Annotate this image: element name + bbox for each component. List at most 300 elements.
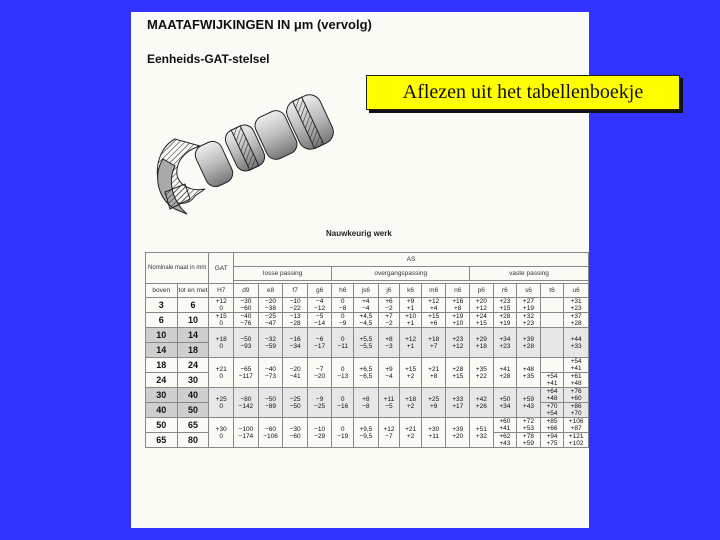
upper-deviation: +7 [385, 313, 393, 320]
lower-deviation: −28 [289, 320, 301, 327]
upper-deviation: +6,5 [359, 365, 373, 373]
lower-deviation: +9 [429, 402, 438, 410]
upper-deviation: 0 [340, 425, 345, 433]
upper-deviation: +18 [215, 335, 227, 343]
upper-deviation: +50 [499, 395, 511, 403]
upper-deviation: −16 [289, 335, 301, 343]
tolerance-cell-p6 [470, 388, 494, 418]
lower-deviation: −20 [314, 372, 326, 380]
upper-deviation: +24 [475, 313, 487, 320]
upper-deviation: −25 [265, 313, 277, 320]
upper-deviation: +121 [568, 433, 584, 440]
lower-deviation: −5,5 [359, 342, 373, 350]
lower-deviation: −13 [337, 372, 349, 380]
upper-deviation: +25 [428, 395, 440, 403]
upper-deviation: +37 [570, 313, 582, 320]
size-to: 80 [177, 433, 209, 448]
tolerance-cell-j6 [378, 298, 400, 313]
tolerance-cell-f7 [283, 313, 308, 328]
lower-deviation: 0 [219, 305, 224, 312]
tolerance-class-s6: s6 [517, 284, 541, 298]
lower-deviation: −60 [289, 432, 301, 440]
upper-deviation: +29 [475, 335, 487, 343]
table-row [146, 358, 589, 373]
tolerance-cell-p6 [470, 328, 494, 358]
lower-deviation: 0 [219, 342, 224, 350]
upper-deviation: 0 [340, 395, 345, 403]
size-from: 18 [146, 358, 178, 373]
upper-deviation: +39 [452, 425, 464, 433]
upper-deviation: +54 [570, 358, 582, 365]
tolerance-cell-s6 [517, 328, 541, 358]
upper-deviation: −40 [265, 365, 277, 373]
tolerance-cell-t6 [540, 388, 564, 403]
upper-deviation: −25 [289, 395, 301, 403]
lower-deviation: +19 [499, 320, 511, 327]
upper-deviation: −9 [315, 395, 324, 403]
upper-deviation: +106 [568, 418, 584, 425]
lower-deviation: −5 [385, 402, 393, 410]
upper-deviation: +76 [570, 388, 582, 395]
upper-deviation: +64 [546, 388, 558, 395]
lower-deviation: +2 [406, 402, 415, 410]
lower-deviation: +102 [568, 440, 584, 447]
tolerance-cell-js6 [354, 328, 379, 358]
page-title: MAATAFWIJKINGEN IN μm (vervolg) [147, 17, 372, 32]
tolerance-cell-h6 [332, 388, 354, 418]
tolerance-cell-e8 [258, 298, 283, 313]
table-row [146, 298, 589, 313]
tolerance-cell-j6 [378, 388, 400, 418]
tolerance-cell-h7 [209, 418, 234, 448]
upper-deviation: −80 [240, 395, 252, 403]
lower-deviation: +2 [406, 432, 415, 440]
lower-deviation: +28 [499, 372, 511, 380]
upper-deviation: −40 [240, 313, 252, 320]
lower-deviation: +75 [546, 440, 558, 447]
tolerance-cell-e8 [258, 388, 283, 418]
shaft-hole-drawing [145, 74, 345, 224]
lower-deviation: −38 [265, 305, 277, 312]
upper-deviation: +41 [499, 365, 511, 373]
lower-deviation: −41 [289, 372, 301, 380]
lower-deviation: +70 [570, 410, 582, 417]
size-from: 50 [146, 418, 178, 433]
tolerance-cell-h7 [209, 388, 234, 418]
tolerance-class-r6: r6 [493, 284, 517, 298]
upper-deviation: +21 [405, 425, 417, 433]
upper-deviation: −10 [289, 298, 301, 305]
tolerance-class-g6: g6 [307, 284, 332, 298]
lower-deviation: −76 [240, 320, 252, 327]
tolerance-cell-h7 [209, 328, 234, 358]
lower-deviation: +18 [475, 342, 487, 350]
upper-deviation: +12 [405, 335, 417, 343]
size-to: 18 [177, 343, 209, 358]
tolerance-cell-n6 [446, 418, 470, 448]
upper-deviation: +35 [475, 365, 487, 373]
upper-deviation: −20 [265, 298, 277, 305]
upper-deviation: +23 [452, 335, 464, 343]
upper-deviation: +48 [522, 365, 534, 373]
lower-deviation: +20 [452, 432, 464, 440]
upper-deviation: −60 [265, 425, 277, 433]
upper-deviation: 0 [340, 365, 345, 373]
size-from: 10 [146, 328, 178, 343]
tolerance-cell-d9 [234, 328, 259, 358]
lower-deviation: +15 [475, 320, 487, 327]
upper-deviation: +6 [385, 298, 393, 305]
lower-deviation: +15 [499, 305, 511, 312]
tolerance-cell-m6 [421, 358, 446, 388]
tolerance-cell-t6 [540, 373, 564, 388]
lower-deviation: +54 [546, 410, 558, 417]
lower-deviation: −142 [238, 402, 254, 410]
section-label: Nauwkeurig werk [326, 229, 392, 238]
tolerance-cell-f7 [283, 358, 308, 388]
tolerance-cell-e8 [258, 418, 283, 448]
size-to: 10 [177, 313, 209, 328]
loose-fit-header: losse passing [234, 267, 332, 281]
upper-deviation: −65 [240, 365, 252, 373]
tolerance-cell-u6 [564, 433, 589, 448]
lower-deviation: −2 [385, 320, 393, 327]
upper-deviation: +34 [499, 335, 511, 343]
tolerance-cell-g6 [307, 298, 332, 313]
tolerance-cell-d9 [234, 388, 259, 418]
upper-deviation: +4 [362, 298, 370, 305]
upper-deviation: −13 [289, 313, 301, 320]
lower-deviation: −4 [362, 305, 370, 312]
tolerance-class-e8: e8 [258, 284, 283, 298]
upper-deviation: −6 [315, 335, 324, 343]
lower-deviation: 0 [219, 432, 224, 440]
tolerance-cell-m6 [421, 328, 446, 358]
tolerance-cell-d9 [234, 298, 259, 313]
upper-deviation: −5 [315, 313, 324, 320]
tolerance-table [145, 252, 589, 448]
lower-deviation: −7 [385, 432, 393, 440]
lower-deviation: +2 [406, 372, 415, 380]
size-to: 50 [177, 403, 209, 418]
tolerance-cell-h7 [209, 313, 234, 328]
upper-deviation: +61 [570, 373, 582, 380]
upper-deviation: −32 [265, 335, 277, 343]
tolerance-cell-r6 [493, 313, 517, 328]
upper-deviation: +5,5 [359, 335, 373, 343]
tolerance-cell-k6 [400, 313, 422, 328]
tolerance-cell-s6 [517, 313, 541, 328]
tolerance-cell-p6 [470, 298, 494, 313]
tolerance-cell-u6 [564, 328, 589, 358]
tolerance-cell-e8 [258, 358, 283, 388]
lower-deviation: +41 [570, 365, 582, 372]
upper-deviation: +12 [383, 425, 395, 433]
upper-deviation: +19 [452, 313, 464, 320]
tolerance-cell-u6 [564, 403, 589, 418]
upper-deviation: +16 [452, 298, 464, 305]
tolerance-cell-e8 [258, 328, 283, 358]
upper-deviation: 0 [340, 298, 345, 305]
lower-deviation: −9,5 [359, 432, 373, 440]
tolerance-class-u6: u6 [564, 284, 589, 298]
tolerance-cell-h6 [332, 358, 354, 388]
callout-box: Aflezen uit het tabellenboekje [366, 75, 680, 110]
tolerance-cell-s6 [517, 298, 541, 313]
lower-deviation: +66 [546, 425, 558, 432]
lower-deviation: +28 [522, 342, 534, 350]
upper-deviation: +62 [499, 433, 511, 440]
lower-deviation: +43 [499, 440, 511, 447]
lower-deviation: +19 [522, 305, 534, 312]
lower-deviation: +34 [499, 402, 511, 410]
upper-deviation: +15 [428, 313, 440, 320]
lower-deviation: +10 [452, 320, 464, 327]
tolerance-cell-r6 [493, 358, 517, 388]
lower-deviation: −11 [337, 342, 348, 350]
upper-deviation: +59 [522, 395, 534, 403]
lower-deviation: +33 [570, 342, 582, 350]
tolerance-cell-s6 [517, 418, 541, 433]
upper-deviation: +31 [570, 298, 582, 305]
tolerance-cell-k6 [400, 298, 422, 313]
upper-deviation: +12 [215, 298, 227, 305]
lower-deviation: +41 [546, 380, 558, 387]
upper-deviation: +23 [499, 298, 511, 305]
size-from: 24 [146, 373, 178, 388]
upper-deviation: +42 [475, 395, 487, 403]
tolerance-cell-e8 [258, 313, 283, 328]
tolerance-cell-js6 [354, 418, 379, 448]
upper-deviation: +21 [215, 365, 227, 373]
upper-deviation: +51 [475, 425, 487, 433]
lower-deviation: −8 [362, 402, 370, 410]
tolerance-cell-j6 [378, 418, 400, 448]
tolerance-class-m6: m6 [421, 284, 446, 298]
upper-deviation: +8 [362, 395, 370, 403]
upper-deviation: +15 [215, 313, 227, 320]
lower-deviation: +60 [570, 395, 582, 402]
lower-deviation: −4,5 [359, 320, 373, 327]
lower-deviation: −8 [339, 305, 347, 312]
lower-deviation: −47 [265, 320, 277, 327]
lower-deviation: −34 [289, 342, 301, 350]
lower-deviation: −6,5 [359, 372, 373, 380]
tolerance-cell-s6 [517, 358, 541, 388]
lower-deviation: +28 [570, 320, 582, 327]
tolerance-cell-f7 [283, 328, 308, 358]
page-subtitle: Eenheids-GAT-stelsel [147, 52, 270, 66]
tolerance-cell-d9 [234, 418, 259, 448]
lower-deviation: −2 [385, 305, 393, 312]
tolerance-cell-s6 [517, 388, 541, 418]
tolerance-cell-h6 [332, 298, 354, 313]
lower-deviation: −59 [265, 342, 277, 350]
tolerance-cell-d9 [234, 358, 259, 388]
tolerance-cell-d9 [234, 313, 259, 328]
lower-deviation: +12 [452, 342, 464, 350]
tolerance-cell-t6 [540, 358, 564, 373]
lower-deviation: −3 [385, 342, 393, 350]
size-from: 65 [146, 433, 178, 448]
upper-deviation: +86 [570, 403, 582, 410]
as-header: AS [234, 253, 589, 267]
lower-deviation: −60 [240, 305, 252, 312]
upper-deviation: +4,5 [359, 313, 373, 320]
size-to: 24 [177, 358, 209, 373]
upper-deviation: +32 [522, 313, 534, 320]
tolerance-class-t6: t6 [540, 284, 564, 298]
size-from: 40 [146, 403, 178, 418]
upper-deviation: +33 [452, 395, 464, 403]
lower-deviation: −9 [339, 320, 347, 327]
upper-deviation: +25 [215, 395, 227, 403]
upper-deviation: +10 [405, 313, 417, 320]
lower-deviation: −4 [385, 372, 393, 380]
lower-deviation: −89 [265, 402, 277, 410]
tolerance-cell-js6 [354, 313, 379, 328]
tolerance-cell-r6 [493, 328, 517, 358]
nominal-size-header: Nominale maat in mm [146, 253, 209, 284]
tolerance-cell-h6 [332, 313, 354, 328]
lower-deviation: +53 [522, 425, 534, 432]
upper-deviation: −7 [315, 365, 324, 373]
upper-deviation: +18 [428, 335, 440, 343]
lower-deviation: +32 [475, 432, 487, 440]
upper-deviation: −100 [238, 425, 254, 433]
upper-deviation: +28 [499, 313, 511, 320]
tolerance-cell-g6 [307, 313, 332, 328]
lower-deviation: −73 [265, 372, 277, 380]
tolerance-cell-t6 [540, 328, 564, 358]
lower-deviation: +87 [570, 425, 582, 432]
upper-deviation: +70 [546, 403, 558, 410]
tolerance-cell-u6 [564, 373, 589, 388]
upper-deviation: +9,5 [359, 425, 373, 433]
lower-deviation: +22 [475, 372, 487, 380]
upper-deviation: +28 [452, 365, 464, 373]
tolerance-class-n6: n6 [446, 284, 470, 298]
size-to: 14 [177, 328, 209, 343]
tolerance-cell-u6 [564, 358, 589, 373]
tolerance-cell-j6 [378, 328, 400, 358]
tolerance-cell-g6 [307, 358, 332, 388]
tolerance-cell-m6 [421, 313, 446, 328]
lower-deviation: −174 [238, 432, 254, 440]
lower-deviation: −14 [314, 320, 326, 327]
upper-deviation: +9 [385, 365, 393, 373]
tolerance-cell-r6 [493, 433, 517, 448]
tolerance-cell-g6 [307, 328, 332, 358]
tolerance-cell-u6 [564, 418, 589, 433]
tolerance-cell-t6 [540, 418, 564, 433]
lower-deviation: +6 [429, 320, 438, 327]
tolerance-cell-t6 [540, 433, 564, 448]
tolerance-cell-n6 [446, 388, 470, 418]
size-from: 6 [146, 313, 178, 328]
lower-deviation: +15 [452, 372, 464, 380]
upper-deviation: +12 [428, 298, 440, 305]
lower-deviation: +1 [406, 305, 415, 312]
lower-deviation: 0 [219, 372, 224, 380]
tolerance-cell-js6 [354, 388, 379, 418]
lower-deviation: −50 [289, 402, 301, 410]
tolerance-cell-m6 [421, 298, 446, 313]
upper-deviation: +21 [428, 365, 440, 373]
upper-deviation: −50 [265, 395, 277, 403]
interference-fit-header: vaste passing [470, 267, 589, 281]
tolerance-cell-f7 [283, 418, 308, 448]
upper-deviation: −50 [240, 335, 252, 343]
upper-deviation: +30 [215, 425, 227, 433]
tolerance-cell-p6 [470, 358, 494, 388]
tolerance-cell-n6 [446, 298, 470, 313]
upper-deviation: +20 [475, 298, 487, 305]
upper-deviation: +27 [522, 298, 534, 305]
upper-deviation: −10 [314, 425, 326, 433]
tolerance-class-k6: k6 [400, 284, 422, 298]
lower-deviation: +48 [546, 395, 558, 402]
tolerance-cell-h7 [209, 298, 234, 313]
tolerance-class-p6: p6 [470, 284, 494, 298]
tolerance-cell-k6 [400, 358, 422, 388]
tolerance-cell-m6 [421, 388, 446, 418]
tolerance-cell-g6 [307, 418, 332, 448]
tolerance-cell-f7 [283, 298, 308, 313]
lower-deviation: +17 [452, 402, 464, 410]
lower-deviation: +12 [475, 305, 487, 312]
upper-deviation: +54 [546, 373, 558, 380]
upper-deviation: +78 [522, 433, 534, 440]
tolerance-cell-h6 [332, 418, 354, 448]
lower-deviation: +35 [522, 372, 534, 380]
size-to: 30 [177, 373, 209, 388]
tolerance-cell-h6 [332, 328, 354, 358]
tolerance-cell-p6 [470, 418, 494, 448]
tolerance-cell-k6 [400, 388, 422, 418]
tolerance-cell-m6 [421, 418, 446, 448]
lower-deviation: +48 [570, 380, 582, 387]
lower-deviation: −29 [314, 432, 326, 440]
tolerance-cell-n6 [446, 328, 470, 358]
upper-deviation: +72 [522, 418, 534, 425]
size-from: 14 [146, 343, 178, 358]
tolerance-cell-u6 [564, 388, 589, 403]
lower-deviation: 0 [219, 402, 224, 410]
tolerance-cell-s6 [517, 433, 541, 448]
tolerance-cell-g6 [307, 388, 332, 418]
tolerance-cell-r6 [493, 418, 517, 433]
tolerance-cell-u6 [564, 298, 589, 313]
lower-deviation: −16 [337, 402, 349, 410]
tolerance-class-js6: js6 [354, 284, 379, 298]
upper-deviation: −4 [315, 298, 324, 305]
upper-deviation: −30 [240, 298, 252, 305]
tolerance-cell-n6 [446, 313, 470, 328]
tolerance-cell-js6 [354, 298, 379, 313]
from-header: boven [146, 284, 178, 298]
lower-deviation: +41 [499, 425, 511, 432]
tolerance-class-f7: f7 [283, 284, 308, 298]
tolerance-cell-r6 [493, 388, 517, 418]
transition-fit-header: overgangspassing [332, 267, 470, 281]
size-to: 65 [177, 418, 209, 433]
lower-deviation: −25 [314, 402, 326, 410]
tolerance-cell-h7 [209, 358, 234, 388]
tolerance-cell-t6 [540, 403, 564, 418]
lower-deviation: −19 [337, 432, 349, 440]
upper-deviation: −30 [289, 425, 301, 433]
